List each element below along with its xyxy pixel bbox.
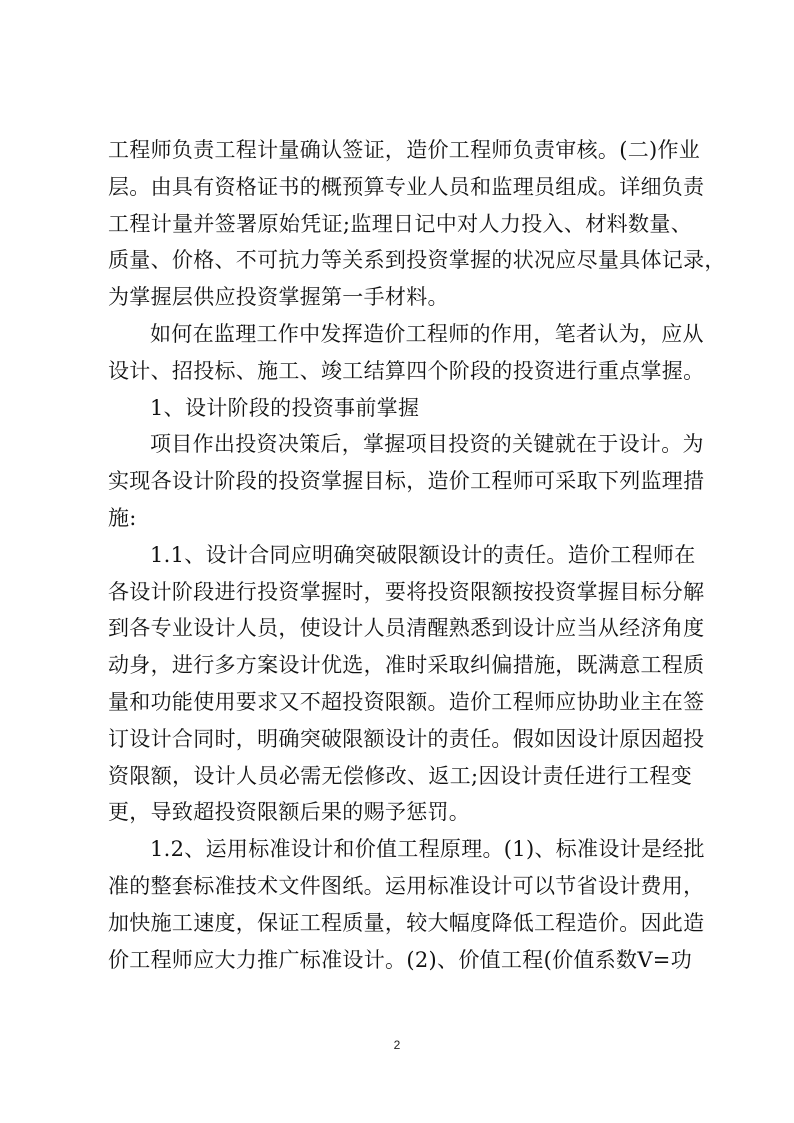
text-line: 1、设计阶段的投资事前掌握 xyxy=(150,395,420,420)
text-line: 订设计合同时，明确突破限额设计的责任。假如因设计原因超投 xyxy=(108,726,705,751)
paragraph xyxy=(108,316,705,390)
text-line: 施: xyxy=(108,505,137,530)
page-number: 2 xyxy=(393,1038,401,1052)
text-line: 各设计阶段进行投资掌握时，要将投资限额按投资掌握目标分解 xyxy=(108,579,705,604)
text-line: 工程计量并签署原始凭证;监理日记中对人力投入、材料数量、 xyxy=(108,211,692,236)
text-line: 层。由具有资格证书的概预算专业人员和监理员组成。详细负责 xyxy=(108,174,705,199)
text-line: 加快施工速度，保证工程质量，较大幅度降低工程造价。因此造 xyxy=(108,910,705,935)
text-line: 设计、招投标、施工、竣工结算四个阶段的投资进行重点掌握。 xyxy=(108,358,705,383)
text-line: 1.2、运用标准设计和价值工程原理。(1)、标准设计是经批 xyxy=(150,837,705,862)
text-line: 如何在监理工作中发挥造价工程师的作用，笔者认为，应从 xyxy=(150,321,704,346)
text-line: 准的整套标准技术文件图纸。运用标准设计可以节省设计费用， xyxy=(108,873,705,898)
text-line: 更，导致超投资限额后果的赐予惩罚。 xyxy=(108,800,471,825)
text-line: 动身，进行多方案设计优选，准时采取纠偏措施，既满意工程质 xyxy=(108,653,705,678)
paragraph xyxy=(108,537,705,831)
text-line: 为掌握层供应投资掌握第一手材料。 xyxy=(108,285,449,310)
paragraph xyxy=(108,831,705,978)
text-line: 到各专业设计人员，使设计人员清醒熟悉到设计应当从经济角度 xyxy=(108,616,705,641)
text-line: 项目作出投资决策后，掌握项目投资的关键就在于设计。为 xyxy=(150,432,704,457)
text-line: 实现各设计阶段的投资掌握目标，造价工程师可采取下列监理措 xyxy=(108,469,705,494)
paragraph xyxy=(108,426,705,536)
text-line: 价工程师应大力推广标准设计。(2)、价值工程(价值系数V=功 xyxy=(108,947,692,972)
text-line: 1.1、设计合同应明确突破限额设计的责任。造价工程师在 xyxy=(150,542,696,567)
text-line: 资限额，设计人员必需无偿修改、返工;因设计责任进行工程变 xyxy=(108,763,692,788)
text-line: 质量、价格、不可抗力等关系到投资掌握的状况应尽量具体记录， xyxy=(108,248,726,273)
text-line: 量和功能使用要求又不超投资限额。造价工程师应协助业主在签 xyxy=(108,689,705,714)
text-line: 工程师负责工程计量确认签证，造价工程师负责审核。(二)作业 xyxy=(108,138,701,162)
section-heading xyxy=(108,390,692,427)
paragraph xyxy=(108,132,726,316)
body-text xyxy=(108,132,726,978)
